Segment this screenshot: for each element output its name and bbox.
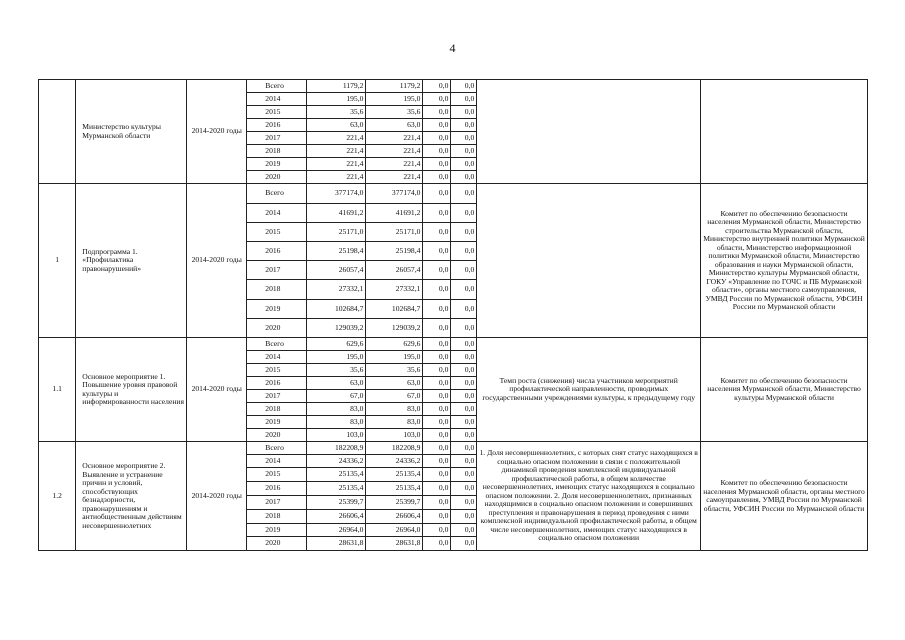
year-cell: Всего (247, 184, 307, 204)
federal-cell: 0,0 (423, 468, 451, 482)
item-name: Подпрограмма 1. «Профилактика правонарушений» (76, 184, 187, 338)
item-number: 1.1 (39, 338, 76, 442)
indicator-cell (477, 184, 701, 338)
regional-cell: 25135,4 (366, 482, 423, 496)
federal-cell: 0,0 (423, 223, 451, 242)
regional-cell: 26057,4 (366, 261, 423, 280)
executors-cell (701, 80, 868, 184)
regional-cell: 1179,2 (366, 80, 423, 93)
other-cell: 0,0 (451, 204, 477, 223)
year-cell: 2015 (247, 468, 307, 482)
year-cell: 2020 (247, 319, 307, 338)
regional-cell: 27332,1 (366, 280, 423, 300)
other-cell: 0,0 (451, 261, 477, 280)
other-cell: 0,0 (451, 300, 477, 319)
program-funding-table (38, 79, 868, 551)
federal-cell: 0,0 (423, 242, 451, 261)
item-name: Основное мероприятие 2. Выявление и устранение причин и условий, способствующих безнадзорности, правонарушениям и антиобщественным действиям несовершеннолетних (76, 442, 187, 551)
item-name: Министерство культуры Мурманской области (76, 80, 187, 184)
other-cell: 0,0 (451, 158, 477, 171)
total-cell: 129039,2 (307, 319, 366, 338)
other-cell: 0,0 (451, 482, 477, 496)
federal-cell: 0,0 (423, 442, 451, 455)
table-row (39, 338, 868, 351)
total-cell: 41691,2 (307, 204, 366, 223)
regional-cell: 24336,2 (366, 455, 423, 468)
year-cell: 2015 (247, 223, 307, 242)
federal-cell: 0,0 (423, 390, 451, 403)
regional-cell: 102684,7 (366, 300, 423, 319)
federal-cell: 0,0 (423, 364, 451, 377)
federal-cell: 0,0 (423, 496, 451, 510)
year-cell: 2019 (247, 416, 307, 429)
regional-cell: 103,0 (366, 429, 423, 442)
total-cell: 26606,4 (307, 510, 366, 524)
total-cell: 67,0 (307, 390, 366, 403)
total-cell: 182208,9 (307, 442, 366, 455)
total-cell: 221,4 (307, 132, 366, 145)
year-cell: 2014 (247, 204, 307, 223)
total-cell: 63,0 (307, 119, 366, 132)
year-cell: 2017 (247, 261, 307, 280)
year-cell: 2018 (247, 145, 307, 158)
total-cell: 629,6 (307, 338, 366, 351)
year-cell: 2016 (247, 119, 307, 132)
item-period: 2014-2020 годы (187, 338, 247, 442)
regional-cell: 83,0 (366, 403, 423, 416)
executors-cell: Комитет по обеспечению безопасности населения Мурманской области, органы местного самоуправления, УМВД России по Мурманской области, УФСИН России по Мурманской области (701, 442, 868, 551)
regional-cell: 25399,7 (366, 496, 423, 510)
regional-cell: 195,0 (366, 351, 423, 364)
year-cell: 2020 (247, 171, 307, 184)
item-period: 2014-2020 годы (187, 80, 247, 184)
other-cell: 0,0 (451, 442, 477, 455)
table-row (39, 80, 868, 93)
item-period: 2014-2020 годы (187, 184, 247, 338)
regional-cell: 41691,2 (366, 204, 423, 223)
total-cell: 195,0 (307, 351, 366, 364)
federal-cell: 0,0 (423, 338, 451, 351)
year-cell: 2020 (247, 429, 307, 442)
total-cell: 25135,4 (307, 468, 366, 482)
year-cell: 2016 (247, 482, 307, 496)
federal-cell: 0,0 (423, 93, 451, 106)
regional-cell: 195,0 (366, 93, 423, 106)
regional-cell: 25198,4 (366, 242, 423, 261)
other-cell: 0,0 (451, 455, 477, 468)
year-cell: 2019 (247, 158, 307, 171)
total-cell: 377174,0 (307, 184, 366, 204)
other-cell: 0,0 (451, 377, 477, 390)
other-cell: 0,0 (451, 223, 477, 242)
regional-cell: 28631,8 (366, 537, 423, 551)
indicator-cell (477, 80, 701, 184)
regional-cell: 67,0 (366, 390, 423, 403)
executors-cell: Комитет по обеспечению безопасности населения Мурманской области, Министерство строительства Мурманской области, Министерство внутренней политики Мурманской области, Министерство информационной политики Мурманской области, Министерство образования и науки Мурманской области, Министерство культуры Мурманской области, ГОКУ «Управление по ГОЧС и ПБ Мурманской области», органы местного самоуправления, УМВД России по Мурманской области, УФСИН России по Мурманской области (701, 184, 868, 338)
total-cell: 102684,7 (307, 300, 366, 319)
year-cell: 2019 (247, 300, 307, 319)
regional-cell: 182208,9 (366, 442, 423, 455)
total-cell: 24336,2 (307, 455, 366, 468)
federal-cell: 0,0 (423, 524, 451, 537)
total-cell: 195,0 (307, 93, 366, 106)
year-cell: 2015 (247, 364, 307, 377)
other-cell: 0,0 (451, 93, 477, 106)
other-cell: 0,0 (451, 416, 477, 429)
federal-cell: 0,0 (423, 482, 451, 496)
regional-cell: 629,6 (366, 338, 423, 351)
regional-cell: 25135,4 (366, 468, 423, 482)
other-cell: 0,0 (451, 364, 477, 377)
other-cell: 0,0 (451, 132, 477, 145)
year-cell: 2018 (247, 403, 307, 416)
regional-cell: 63,0 (366, 377, 423, 390)
year-cell: Всего (247, 338, 307, 351)
regional-cell: 221,4 (366, 145, 423, 158)
federal-cell: 0,0 (423, 319, 451, 338)
federal-cell: 0,0 (423, 403, 451, 416)
other-cell: 0,0 (451, 106, 477, 119)
other-cell: 0,0 (451, 319, 477, 338)
total-cell: 25198,4 (307, 242, 366, 261)
other-cell: 0,0 (451, 510, 477, 524)
other-cell: 0,0 (451, 403, 477, 416)
total-cell: 221,4 (307, 145, 366, 158)
year-cell: Всего (247, 442, 307, 455)
total-cell: 35,6 (307, 106, 366, 119)
year-cell: 2014 (247, 93, 307, 106)
federal-cell: 0,0 (423, 106, 451, 119)
other-cell: 0,0 (451, 390, 477, 403)
year-cell: 2017 (247, 496, 307, 510)
federal-cell: 0,0 (423, 300, 451, 319)
year-cell: 2017 (247, 390, 307, 403)
federal-cell: 0,0 (423, 280, 451, 300)
federal-cell: 0,0 (423, 119, 451, 132)
other-cell: 0,0 (451, 145, 477, 158)
total-cell: 27332,1 (307, 280, 366, 300)
federal-cell: 0,0 (423, 510, 451, 524)
regional-cell: 26606,4 (366, 510, 423, 524)
other-cell: 0,0 (451, 496, 477, 510)
other-cell: 0,0 (451, 468, 477, 482)
federal-cell: 0,0 (423, 184, 451, 204)
other-cell: 0,0 (451, 351, 477, 364)
item-number: 1 (39, 184, 76, 338)
federal-cell: 0,0 (423, 537, 451, 551)
federal-cell: 0,0 (423, 204, 451, 223)
table-row (39, 184, 868, 204)
regional-cell: 129039,2 (366, 319, 423, 338)
federal-cell: 0,0 (423, 261, 451, 280)
regional-cell: 221,4 (366, 158, 423, 171)
indicator-cell: Темп роста (снижения) числа участников мероприятий профилактической направленности, проводимых государственными учреждениями культуры, к предыдущему году (477, 338, 701, 442)
total-cell: 1179,2 (307, 80, 366, 93)
year-cell: Всего (247, 80, 307, 93)
other-cell: 0,0 (451, 119, 477, 132)
regional-cell: 26964,0 (366, 524, 423, 537)
regional-cell: 35,6 (366, 364, 423, 377)
regional-cell: 221,4 (366, 132, 423, 145)
year-cell: 2017 (247, 132, 307, 145)
total-cell: 83,0 (307, 403, 366, 416)
federal-cell: 0,0 (423, 351, 451, 364)
federal-cell: 0,0 (423, 429, 451, 442)
table-row (39, 442, 868, 455)
other-cell: 0,0 (451, 338, 477, 351)
federal-cell: 0,0 (423, 455, 451, 468)
page-number: 4 (449, 41, 456, 55)
other-cell: 0,0 (451, 80, 477, 93)
total-cell: 63,0 (307, 377, 366, 390)
item-period: 2014-2020 годы (187, 442, 247, 551)
total-cell: 83,0 (307, 416, 366, 429)
federal-cell: 0,0 (423, 158, 451, 171)
regional-cell: 83,0 (366, 416, 423, 429)
year-cell: 2014 (247, 351, 307, 364)
other-cell: 0,0 (451, 537, 477, 551)
federal-cell: 0,0 (423, 80, 451, 93)
item-number: 1.2 (39, 442, 76, 551)
year-cell: 2018 (247, 510, 307, 524)
other-cell: 0,0 (451, 429, 477, 442)
regional-cell: 63,0 (366, 119, 423, 132)
regional-cell: 25171,0 (366, 223, 423, 242)
regional-cell: 221,4 (366, 171, 423, 184)
other-cell: 0,0 (451, 171, 477, 184)
item-name: Основное мероприятие 1. Повышение уровня правовой культуры и информированности населения (76, 338, 187, 442)
federal-cell: 0,0 (423, 377, 451, 390)
total-cell: 26964,0 (307, 524, 366, 537)
year-cell: 2018 (247, 280, 307, 300)
total-cell: 28631,8 (307, 537, 366, 551)
regional-cell: 377174,0 (366, 184, 423, 204)
total-cell: 221,4 (307, 171, 366, 184)
year-cell: 2019 (247, 524, 307, 537)
other-cell: 0,0 (451, 280, 477, 300)
year-cell: 2020 (247, 537, 307, 551)
total-cell: 25399,7 (307, 496, 366, 510)
federal-cell: 0,0 (423, 416, 451, 429)
total-cell: 103,0 (307, 429, 366, 442)
other-cell: 0,0 (451, 524, 477, 537)
federal-cell: 0,0 (423, 145, 451, 158)
regional-cell: 35,6 (366, 106, 423, 119)
executors-cell: Комитет по обеспечению безопасности населения Мурманской области, Министерство культуры Мурманской области (701, 338, 868, 442)
total-cell: 35,6 (307, 364, 366, 377)
total-cell: 221,4 (307, 158, 366, 171)
federal-cell: 0,0 (423, 171, 451, 184)
total-cell: 25171,0 (307, 223, 366, 242)
total-cell: 26057,4 (307, 261, 366, 280)
federal-cell: 0,0 (423, 132, 451, 145)
total-cell: 25135,4 (307, 482, 366, 496)
other-cell: 0,0 (451, 184, 477, 204)
item-number (39, 80, 76, 184)
year-cell: 2016 (247, 242, 307, 261)
year-cell: 2015 (247, 106, 307, 119)
other-cell: 0,0 (451, 242, 477, 261)
year-cell: 2016 (247, 377, 307, 390)
year-cell: 2014 (247, 455, 307, 468)
indicator-cell: 1. Доля несовершеннолетних, с которых снят статус находящихся в социально опасном положении в связи с положительной динамикой проведения комплексной индивидуальной профилактической работы, в общем количестве несовершеннолетних, имеющих статус находящихся в социально опасном положении. 2. Доля несовершеннолетних, признанных находящимися в социально опасном положении и совершивших преступления и правонарушения в период проведения с ними комплексной индивидуальной профилактической работы, в общем числе несовершеннолетних, имеющих статус находящихся в социально опасном положении (477, 442, 701, 551)
